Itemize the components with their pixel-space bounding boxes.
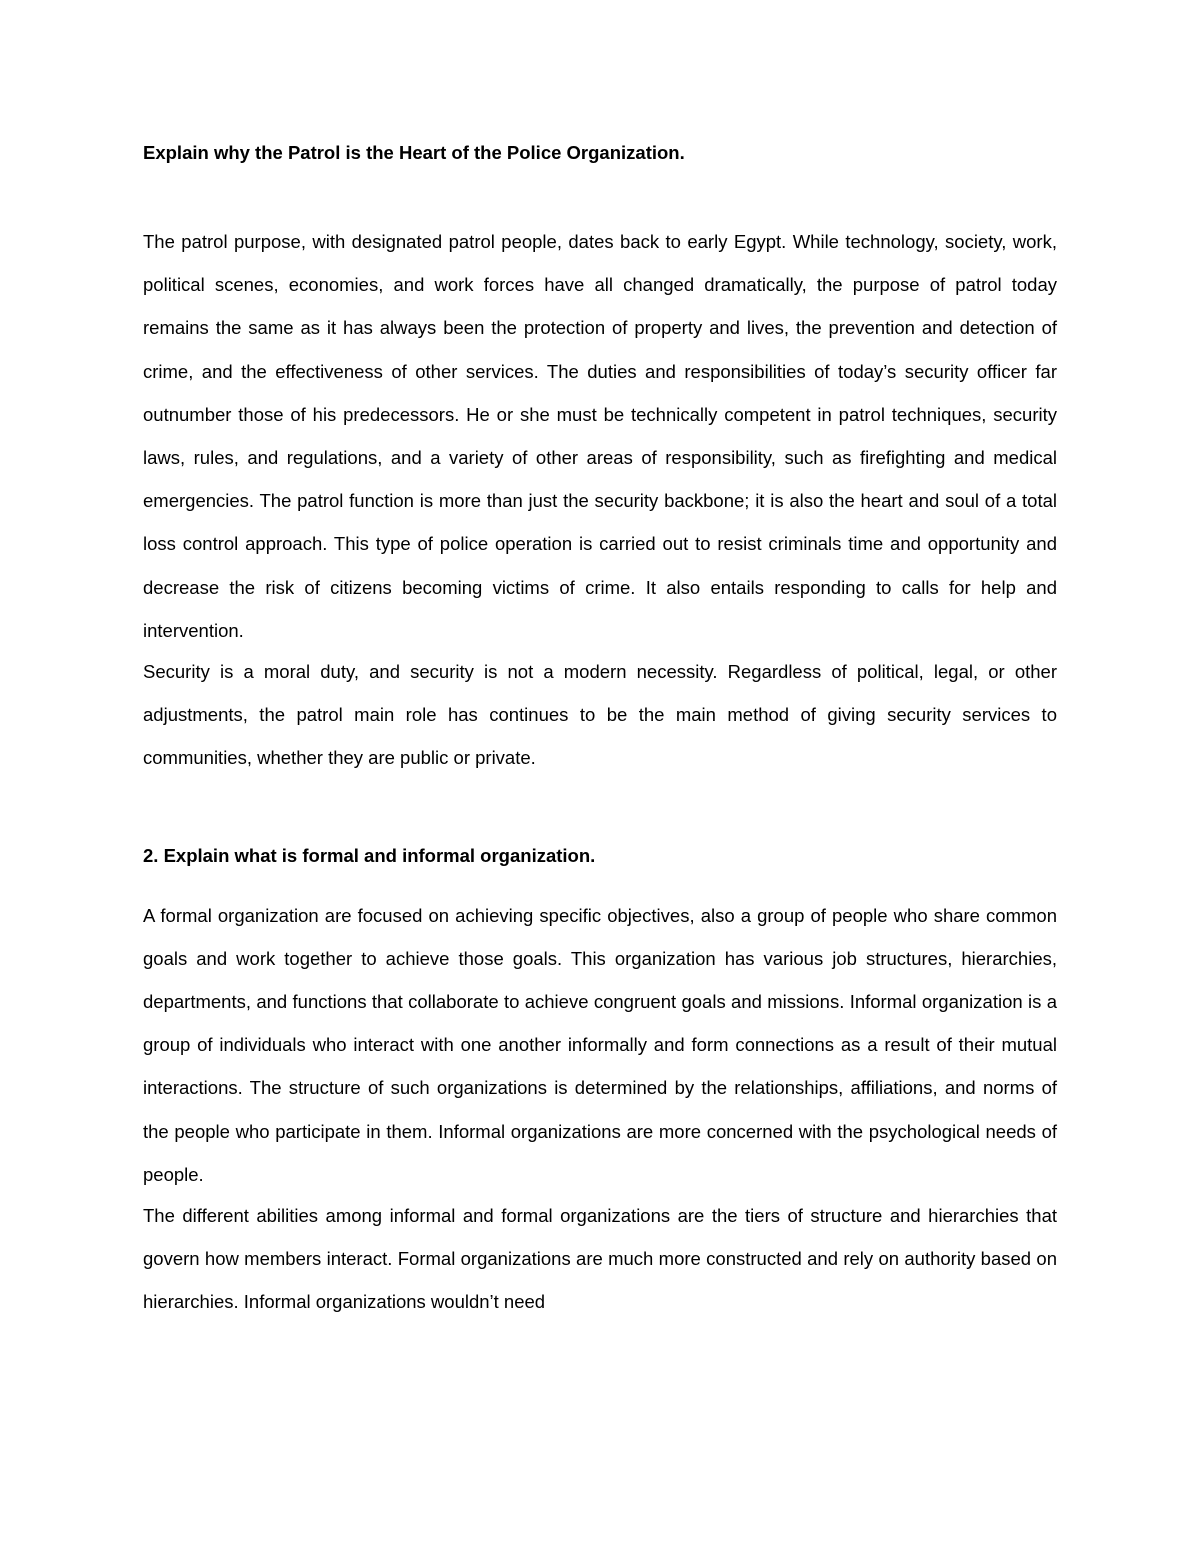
document-body — [143, 138, 1057, 1324]
section-2-heading: 2. Explain what is formal and informal organization. — [143, 844, 596, 866]
section-1-paragraph-1: The patrol purpose, with designated patrol people, dates back to early Egypt. While technology, society, work, political scenes, economies, and work forces have all changed dramatically, the purpose of patrol today remains the same as it has always been the protection of property and lives, the prevention and detection of crime, and the effectiveness of other services. The duties and responsibilities of today’s security officer far outnumber those of his predecessors. He or she must be technically competent in patrol techniques, security laws, rules, and regulations, and a variety of other areas of responsibility, such as firefighting and medical emergencies. The patrol function is more than just the security backbone; it is also the heart and soul of a total loss control approach. This type of police operation is carried out to resist criminals time and opportunity and decrease the risk of citizens becoming victims of crime. It also entails responding to calls for help and intervention. — [143, 231, 1057, 641]
section-2-paragraph-2: The different abilities among informal and formal organizations are the tiers of structure and hierarchies that govern how members interact. Formal organizations are much more constructed and rely on authority based on hierarchies. Informal organizations wouldn’t need — [143, 1205, 1057, 1313]
section-1-paragraph-2: Security is a moral duty, and security is not a modern necessity. Regardless of political, legal, or other adjustments, the patrol main role has continues to be the main method of giving security services to communities, whether they are public or private. — [143, 661, 1057, 769]
section-2-paragraph-1: A formal organization are focused on achieving specific objectives, also a group of people who share common goals and work together to achieve those goals. This organization has various job structures, hierarchies, departments, and functions that collaborate to achieve congruent goals and missions. Informal organization is a group of individuals who interact with one another informally and form connections as a result of their mutual interactions. The structure of such organizations is determined by the relationships, affiliations, and norms of the people who participate in them. Informal organizations are more concerned with the psychological needs of people. — [143, 904, 1057, 1185]
section-1-heading: Explain why the Patrol is the Heart of the Police Organization. — [143, 142, 685, 163]
